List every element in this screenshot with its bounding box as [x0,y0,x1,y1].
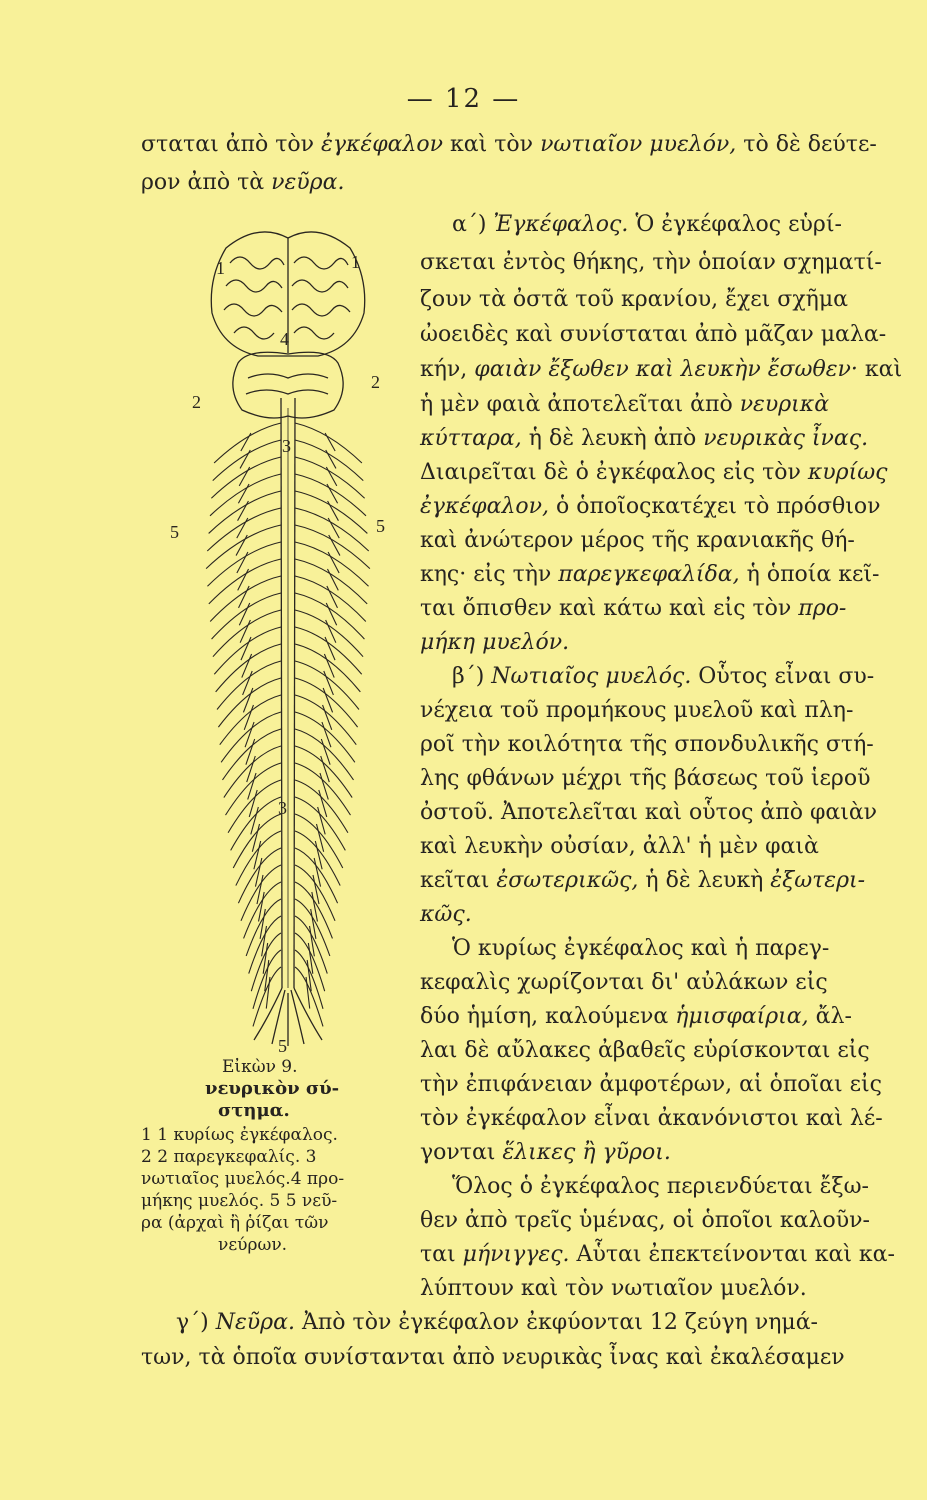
spinal-nerve [295,831,340,886]
caption-line: ρα (ἀρχαὶ ἢ ῥίζαι τῶν [141,1213,329,1233]
text-line [420,866,865,896]
text-line [420,458,888,488]
spinal-nerve-branch [238,484,249,503]
spinal-nerve-branch [239,467,249,486]
text-run: των, τὰ ὁποῖα συνίστανται ἀπὸ νευρικὰς ἶνας καὶ ἐκαλέσαμεν [141,1345,845,1370]
text-run: ζουν τὰ ὀστᾶ τοῦ κρανίου, ἔχει σχῆμα [420,287,848,312]
text-line [420,1138,671,1168]
figure-label-2-right: 2 [371,372,380,392]
text-run: Αὗται ἐπεκτείνονται καὶ κα- [569,1242,895,1267]
figure-label-5-left: 5 [170,522,179,542]
spinal-nerve-branch [238,501,249,521]
italic-term: ἐγκέφαλον, [420,494,550,519]
spinal-nerve [295,559,367,604]
spinal-nerve-branch [328,552,339,573]
spinal-nerve-branch [238,569,249,590]
text-run: α΄) [452,212,494,237]
text-run: Οὗτος εἶναι συ- [691,664,875,689]
spinal-nerve [295,712,355,762]
spinal-nerve [295,457,365,498]
text-run: σκεται ἐντὸς θήκης, τὴν ὁποίαν σχηματί- [420,250,882,275]
text-line [420,355,902,385]
spinal-nerve-branch [327,484,338,503]
text-run: σταται ἀπὸ τὸν [141,132,322,157]
text-run: ὁ ὁποῖοςκατέχει τὸ πρόσθιον [549,494,881,519]
text-line [420,764,870,794]
italic-term: νεῦρα. [271,170,345,195]
italic-term: ἐξωτερι- [770,868,866,893]
text-run: ἡ δὲ λευκὴ [638,868,771,893]
text-run: Ὁ ἐγκέφαλος εὑρί- [628,212,842,237]
text-line [420,730,874,760]
page-number: — 12 — [406,84,521,114]
text-line [420,1104,883,1134]
text-run: ἄλ- [808,1004,852,1029]
spinal-nerve-branch [324,654,334,678]
spinal-nerve [238,848,281,903]
figure-label-5-right: 5 [376,516,385,536]
text-run: δύο ἡμίση, καλούμενα [420,1004,676,1029]
text-line [420,1206,870,1236]
figure-label-1-right: 1 [351,252,360,272]
spinal-nerve [236,831,281,886]
italic-term: Ἐγκέφαλος. [493,212,629,237]
text-run: κεφαλὶς χωρίζονται δι' αὐλάκων εἰς [420,970,828,995]
text-run: ὠοειδὲς καὶ συνίσταται ἀπὸ μᾶζαν μαλα- [420,322,887,347]
spinal-nerve [295,644,360,692]
text-line [420,424,868,454]
text-run: ἡ μὲν φαιὰ ἀποτελεῖται ἀπὸ [420,392,740,417]
text-line [420,798,877,828]
spinal-nerve-branch [237,518,248,538]
spinal-nerve-branch [236,535,247,556]
spinal-nerve [233,814,281,868]
spinal-nerve [231,797,281,850]
spinal-nerve-branch [252,824,259,852]
caption-line: Εἰκὼν 9. [222,1057,298,1077]
spinal-nerve [228,780,281,833]
spinal-nerve [295,491,367,533]
figure-label-1-left: 1 [216,258,225,278]
spinal-nerve-branch [249,790,257,817]
text-line [420,628,569,658]
text-line [420,285,848,315]
italic-term: κῶς. [420,902,472,927]
text-run: Διαιρεῖται δὲ ὁ ἐγκέφαλος εἰς τὸν [420,460,808,485]
text-run: τὸ δὲ δεύτε- [736,132,877,157]
spinal-nerve-branch [243,688,252,712]
spinal-nerve [221,712,281,762]
italic-term: ἐσωτερικῶς, [496,868,639,893]
spinal-nerve [295,593,364,639]
spinal-nerve [224,746,281,798]
spinal-nerve-branch [241,433,251,451]
text-line [420,390,829,420]
spinal-nerve-branch [243,671,253,695]
spinal-nerve-branch [326,603,336,625]
spinal-nerve [212,593,281,639]
spinal-nerve [210,576,281,621]
text-line [420,248,882,278]
spinal-nerve [214,627,281,674]
spinal-nerve-branch [318,807,326,834]
spinal-nerve-branch [319,790,327,817]
spinal-nerve [295,661,359,710]
spinal-nerve-branch [239,603,249,625]
italic-term: Νεῦρα. [215,1310,295,1335]
spinal-nerve [295,865,335,921]
text-line [141,1343,845,1373]
text-line [420,320,886,350]
text-line [420,594,846,624]
spinal-nerve-branch [325,433,335,451]
caption-line: νεύρων. [218,1235,288,1255]
italic-term: προ- [798,596,847,621]
spinal-nerve [295,746,352,798]
spinal-nerve-branch [326,450,336,468]
italic-term: νευρικὰς ἶνας. [703,426,869,451]
text-run: καὶ ἀνώτερον μέρος τῆς κρανιακῆς θή- [420,528,855,553]
italic-term: νευρικὰ [739,392,830,417]
spinal-nerve [241,865,281,921]
italic-term: κύτταρα, [420,426,522,451]
text-run: κήν, [420,357,475,382]
text-line [420,1274,807,1304]
caption-line: μήκης μυελός. 5 5 νεῦ- [141,1191,338,1211]
spinal-nerve [216,644,281,692]
text-line [141,130,877,160]
spinal-nerve-branch [326,467,336,486]
caption-line: 2 2 παρεγκεφαλίς. 3 [141,1147,317,1167]
text-line [420,900,472,930]
nervous-system-illustration [168,228,408,1053]
text-run: ται ὄπισθεν καὶ κάτω καὶ εἰς τὸν [420,596,799,621]
text-line [420,1240,895,1270]
text-line [420,1002,852,1032]
text-run: ὀστοῦ. Ἀποτελεῖται καὶ οὗτος ἀπὸ φαιὰν [420,800,878,825]
spinal-nerve [211,457,281,498]
spinal-nerve [295,627,362,674]
italic-term: παρεγκεφαλίδα, [558,562,740,587]
text-line [420,696,853,726]
spinal-nerve-branch [328,518,339,538]
caption-line: στημα. [218,1100,290,1121]
italic-term: Νωτιαῖος μυελός. [491,664,692,689]
caption-line: νωτιαῖος μυελός.4 προ- [141,1169,345,1189]
italic-term: κυρίως [807,460,888,485]
spinal-nerve [295,678,358,727]
text-line [420,1036,870,1066]
text-line [420,526,855,556]
text-line [420,492,880,522]
text-line [420,832,819,862]
spinal-nerve [295,729,354,780]
italic-term: ἐγκέφαλον [321,132,444,157]
spinal-nerve-branch [251,807,259,834]
spinal-nerve-branch [326,620,336,643]
spinal-nerve [295,695,356,745]
text-run: κης· εἰς τὴν [420,562,559,587]
text-line [420,1070,882,1100]
text-run: Ὅλος ὁ ἐγκέφαλος περιενδύεται ἔξω- [452,1174,869,1199]
text-run: κεῖται [420,868,497,893]
text-run: Ὁ κυρίως ἐγκέφαλος καὶ ἡ παρεγ- [452,936,830,961]
spinal-nerve-branch [307,960,311,991]
spinal-nerve-branch [239,586,250,608]
spinal-nerve [295,780,348,833]
text-line [141,168,344,198]
spinal-nerve [226,763,281,815]
spinal-nerve [295,763,350,815]
italic-term: μήκη μυελόν. [420,630,570,655]
italic-term: μήνιγγες. [462,1242,570,1267]
spinal-nerve-branch [328,501,339,521]
italic-term: ἡμισφαίρια, [675,1004,809,1029]
text-run: θεν ἀπὸ τρεῖς ὑμένας, οἱ ὁποῖοι καλοῦν- [420,1208,870,1233]
caption-line: 1 1 κυρίως ἐγκέφαλος. [141,1125,338,1145]
spinal-nerve-branch [242,654,252,678]
text-run: καὶ λευκὴν οὐσίαν, ἀλλ' ἡ μὲν φαιὰ [420,834,819,859]
text-run: ροῖ τὴν κοιλότητα τῆς σπονδυλικῆς στή- [420,732,874,757]
spinal-nerve [218,678,281,727]
italic-term: νωτιαῖον μυελόν, [540,132,737,157]
spinal-nerve-branch [237,552,248,573]
spinal-nerve-branch [316,824,323,852]
text-line [452,662,874,692]
text-run: Ἀπὸ τὸν ἐγκέφαλον ἐκφύονται 12 ζεύγη νημά- [294,1310,818,1335]
text-run: λης φθάνων μέχρι τῆς βάσεως τοῦ ἱεροῦ [420,766,871,791]
text-run: λύπτουν καὶ τὸν νωτιαῖον μυελόν. [420,1276,807,1301]
spinal-nerve [295,797,345,850]
figure-label-5-bottom: 5 [278,1036,287,1053]
figure-label-2-left: 2 [192,392,201,412]
spinal-nerve [295,610,363,657]
spinal-nerve-branch [325,637,335,660]
figure-label-3-bottom: 3 [278,798,287,818]
spinal-nerve-branch [265,960,269,991]
text-run: τὸν ἐγκέφαλον εἶναι ἀκανόνιστοι καὶ λέ- [420,1106,883,1131]
text-line [452,210,842,240]
text-run: β΄) [452,664,492,689]
spinal-nerve-branch [324,671,334,695]
text-run: γ΄) [176,1310,216,1335]
spinal-nerve [295,882,332,938]
spinal-nerve-branch [327,586,338,608]
text-run: ται [420,1242,463,1267]
caption-line: νευρικὸν σύ- [205,1078,340,1099]
spinal-nerve [295,474,366,516]
spinal-nerve-branch [266,977,270,1009]
spinal-nerve [217,661,281,710]
spinal-nerve-branch [329,535,340,556]
spinal-nerve-branch [241,637,251,660]
spinal-nerve [295,848,338,903]
figure-label-4: 4 [280,329,289,349]
spinal-nerve [213,610,281,657]
text-run: ἡ δὲ λευκὴ ἀπὸ [521,426,704,451]
spinal-nerve-branch [306,977,310,1009]
italic-term: ἕλικες ἢ γῦροι. [502,1140,671,1165]
text-run: ρον ἀπὸ τὰ [141,170,272,195]
text-run: γονται [420,1140,503,1165]
spinal-nerve [295,576,366,621]
spinal-nerve-branch [327,569,338,590]
spinal-nerve-branch [240,620,250,643]
spinal-nerve-branch [240,450,250,468]
text-line [420,968,828,998]
spinal-nerve [222,729,281,780]
text-line [176,1308,818,1338]
text-run: ἡ ὁποία κεῖ- [739,562,880,587]
spinal-nerve [210,474,281,516]
text-run: λαι δὲ αὔλακες ἀβαθεῖς εὑρίσκονται εἰς [420,1038,870,1063]
spinal-nerve-branch [323,688,332,712]
text-run: καὶ τὸν [443,132,541,157]
text-line [452,934,829,964]
spinal-nerve [209,559,281,604]
italic-term: φαιὰν ἔξωθεν καὶ λευκὴν ἔσωθεν· [474,357,858,382]
spinal-nerve [209,491,281,533]
spinal-nerve [244,882,281,938]
text-line [452,1172,869,1202]
text-run: νέχεια τοῦ προμήκους μυελοῦ καὶ πλη- [420,698,854,723]
text-line [420,560,879,590]
text-run: τὴν ἐπιφάνειαν ἀμφοτέρων, αἱ ὁποῖαι εἰς [420,1072,882,1097]
figure-label-3-top: 3 [282,436,291,456]
text-run: καὶ [857,357,903,382]
spinal-nerve [220,695,281,745]
spinal-nerve [295,814,343,868]
